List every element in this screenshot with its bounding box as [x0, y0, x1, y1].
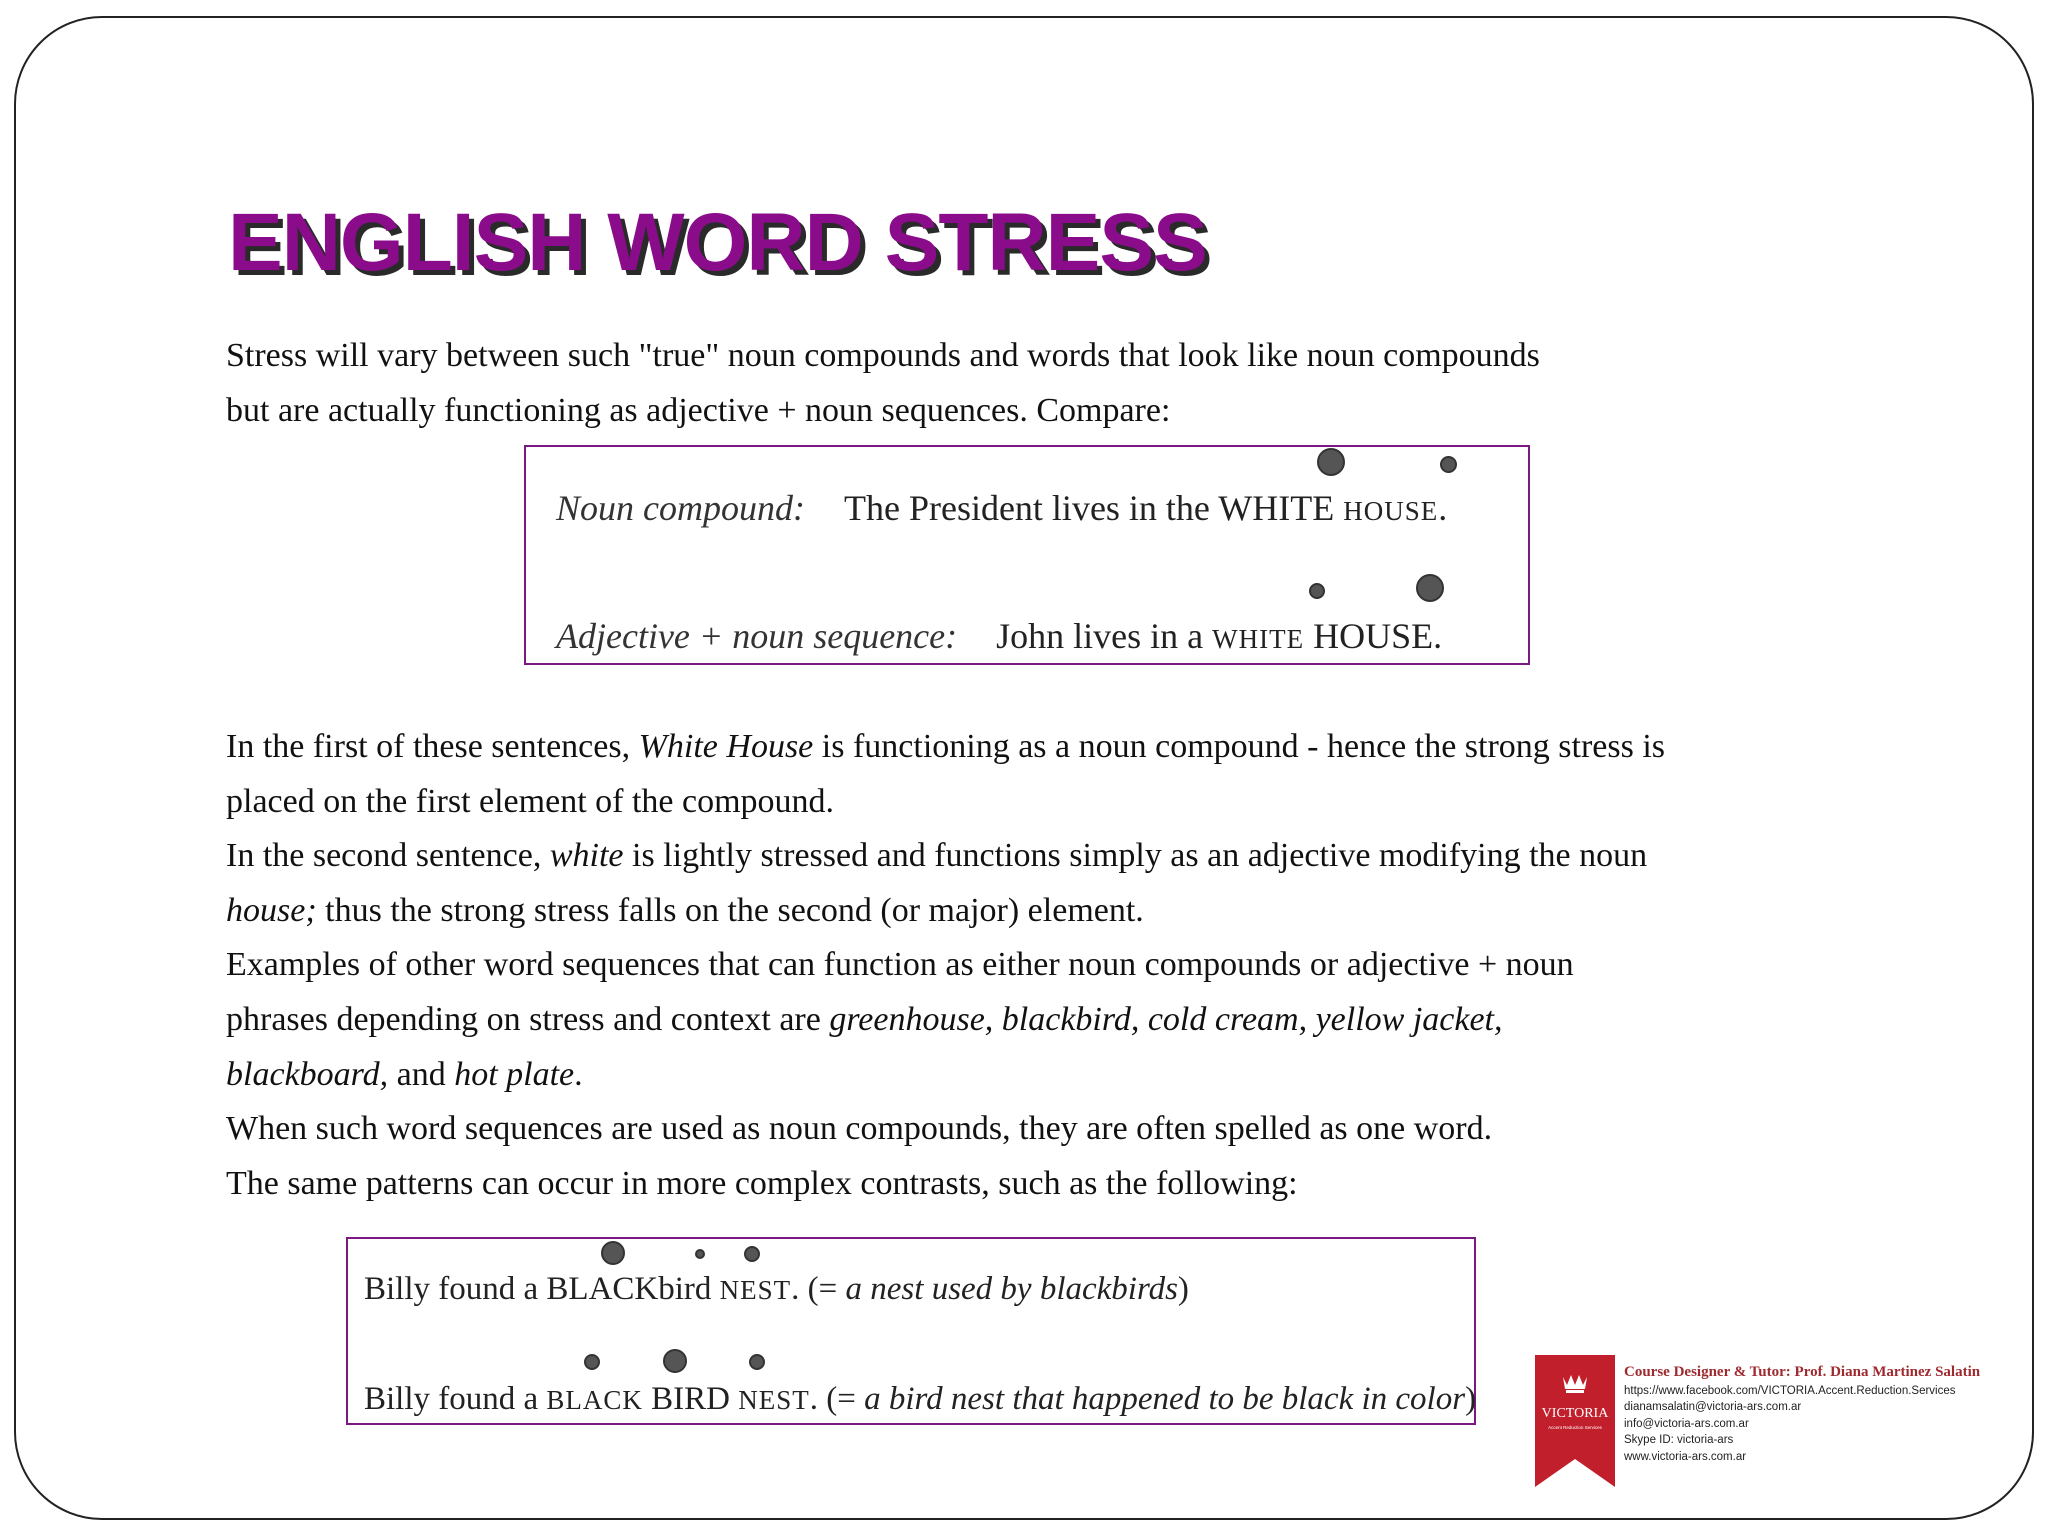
email-link[interactable]: dianamsalatin@victoria-ars.com.ar	[1624, 1401, 1802, 1413]
stress-dot-faint	[695, 1249, 705, 1259]
skype-id: Skype ID: victoria-ars	[1624, 1434, 1734, 1446]
example-box-compound	[524, 445, 1530, 665]
paragraph-3: Examples of other word sequences that can function as either noun compounds or adjective + noun phrases depending on stress and context are greenhouse, blackbird, cold cream, yellow jacket, blackboard, and hot plate.	[226, 946, 1574, 1093]
unstressed-word: HOUSE	[1343, 496, 1439, 526]
email-link[interactable]: info@victoria-ars.com.ar	[1624, 1417, 1749, 1430]
stress-dot-weak	[584, 1354, 600, 1370]
explanation-text	[226, 720, 1666, 1211]
stress-dot-weak	[1309, 583, 1325, 599]
paragraph-1: In the first of these sentences, White House is functioning as a noun compound - hence the strong stress is placed on the first element of the compound.	[226, 728, 1666, 820]
stressed-word: BLACK	[546, 1271, 659, 1307]
intro-line-1: Stress will vary between such "true" noun compounds and words that look like noun compounds	[226, 337, 1540, 374]
stress-dot-weak	[749, 1354, 765, 1370]
unstressed-word: BLACK	[546, 1385, 643, 1415]
stress-dot-strong	[663, 1349, 687, 1373]
stress-dot-strong	[601, 1241, 625, 1265]
page-title: ENGLISH WORD STRESS	[228, 197, 1207, 288]
example-row-black-bird-nest: Billy found a BLACK BIRD NEST. (= a bird nest that happened to be black in color)	[364, 1381, 1477, 1417]
intro-line-2: but are actually functioning as adjective + noun sequences. Compare:	[226, 392, 1171, 429]
victoria-logo-icon	[1535, 1355, 1615, 1487]
stress-dot-weak	[1440, 456, 1457, 473]
stressed-word: HOUSE	[1313, 616, 1434, 656]
example-box-complex	[346, 1237, 1476, 1425]
example-label: Adjective + noun sequence:	[556, 616, 958, 656]
course-designer: Course Designer & Tutor: Prof. Diana Martinez Salatin	[1624, 1364, 1981, 1380]
website-link[interactable]: www.victoria-ars.com.ar	[1624, 1450, 1747, 1463]
stressed-word: WHITE	[1218, 488, 1335, 528]
paragraph-4: When such word sequences are used as noun compounds, they are often spelled as one word.	[226, 1110, 1493, 1148]
unstressed-word: WHITE	[1212, 624, 1305, 654]
stress-dot-strong	[1317, 448, 1345, 476]
stressed-word: BIRD	[642, 1381, 739, 1417]
unstressed-word: NEST	[738, 1385, 810, 1415]
footer-credits	[1624, 1364, 1980, 1465]
unstressed-word: NEST	[719, 1275, 792, 1305]
example-label: Noun compound:	[556, 488, 805, 528]
stress-dot-strong	[1416, 574, 1444, 602]
logo-subtext: Accent Reduction Services	[1548, 1425, 1602, 1430]
example-row-blackbird-nest: Billy found a BLACKbird NEST. (= a nest used by blackbirds)	[364, 1271, 1189, 1307]
example-row-adjective-noun: Adjective + noun sequence: John lives in a WHITE HOUSE.	[556, 616, 1443, 656]
gloss: a bird nest that happened to be black in color	[864, 1381, 1466, 1417]
paragraph-2: In the second sentence, white is lightly stressed and functions simply as an adjective modifying the noun house; thus the strong stress falls on the second (or major) element.	[226, 837, 1648, 929]
paragraph-5: The same patterns can occur in more complex contrasts, such as the following:	[226, 1164, 1298, 1202]
gloss: a nest used by blackbirds	[845, 1271, 1178, 1307]
example-row-noun-compound: Noun compound: The President lives in the WHITE HOUSE.	[556, 488, 1448, 528]
facebook-link[interactable]: https://www.facebook.com/VICTORIA.Accent.Reduction.Services	[1624, 1384, 1956, 1397]
logo-text: VICTORIA	[1541, 1406, 1609, 1421]
intro-paragraph	[226, 328, 1706, 438]
stress-dot-weak	[744, 1246, 760, 1262]
